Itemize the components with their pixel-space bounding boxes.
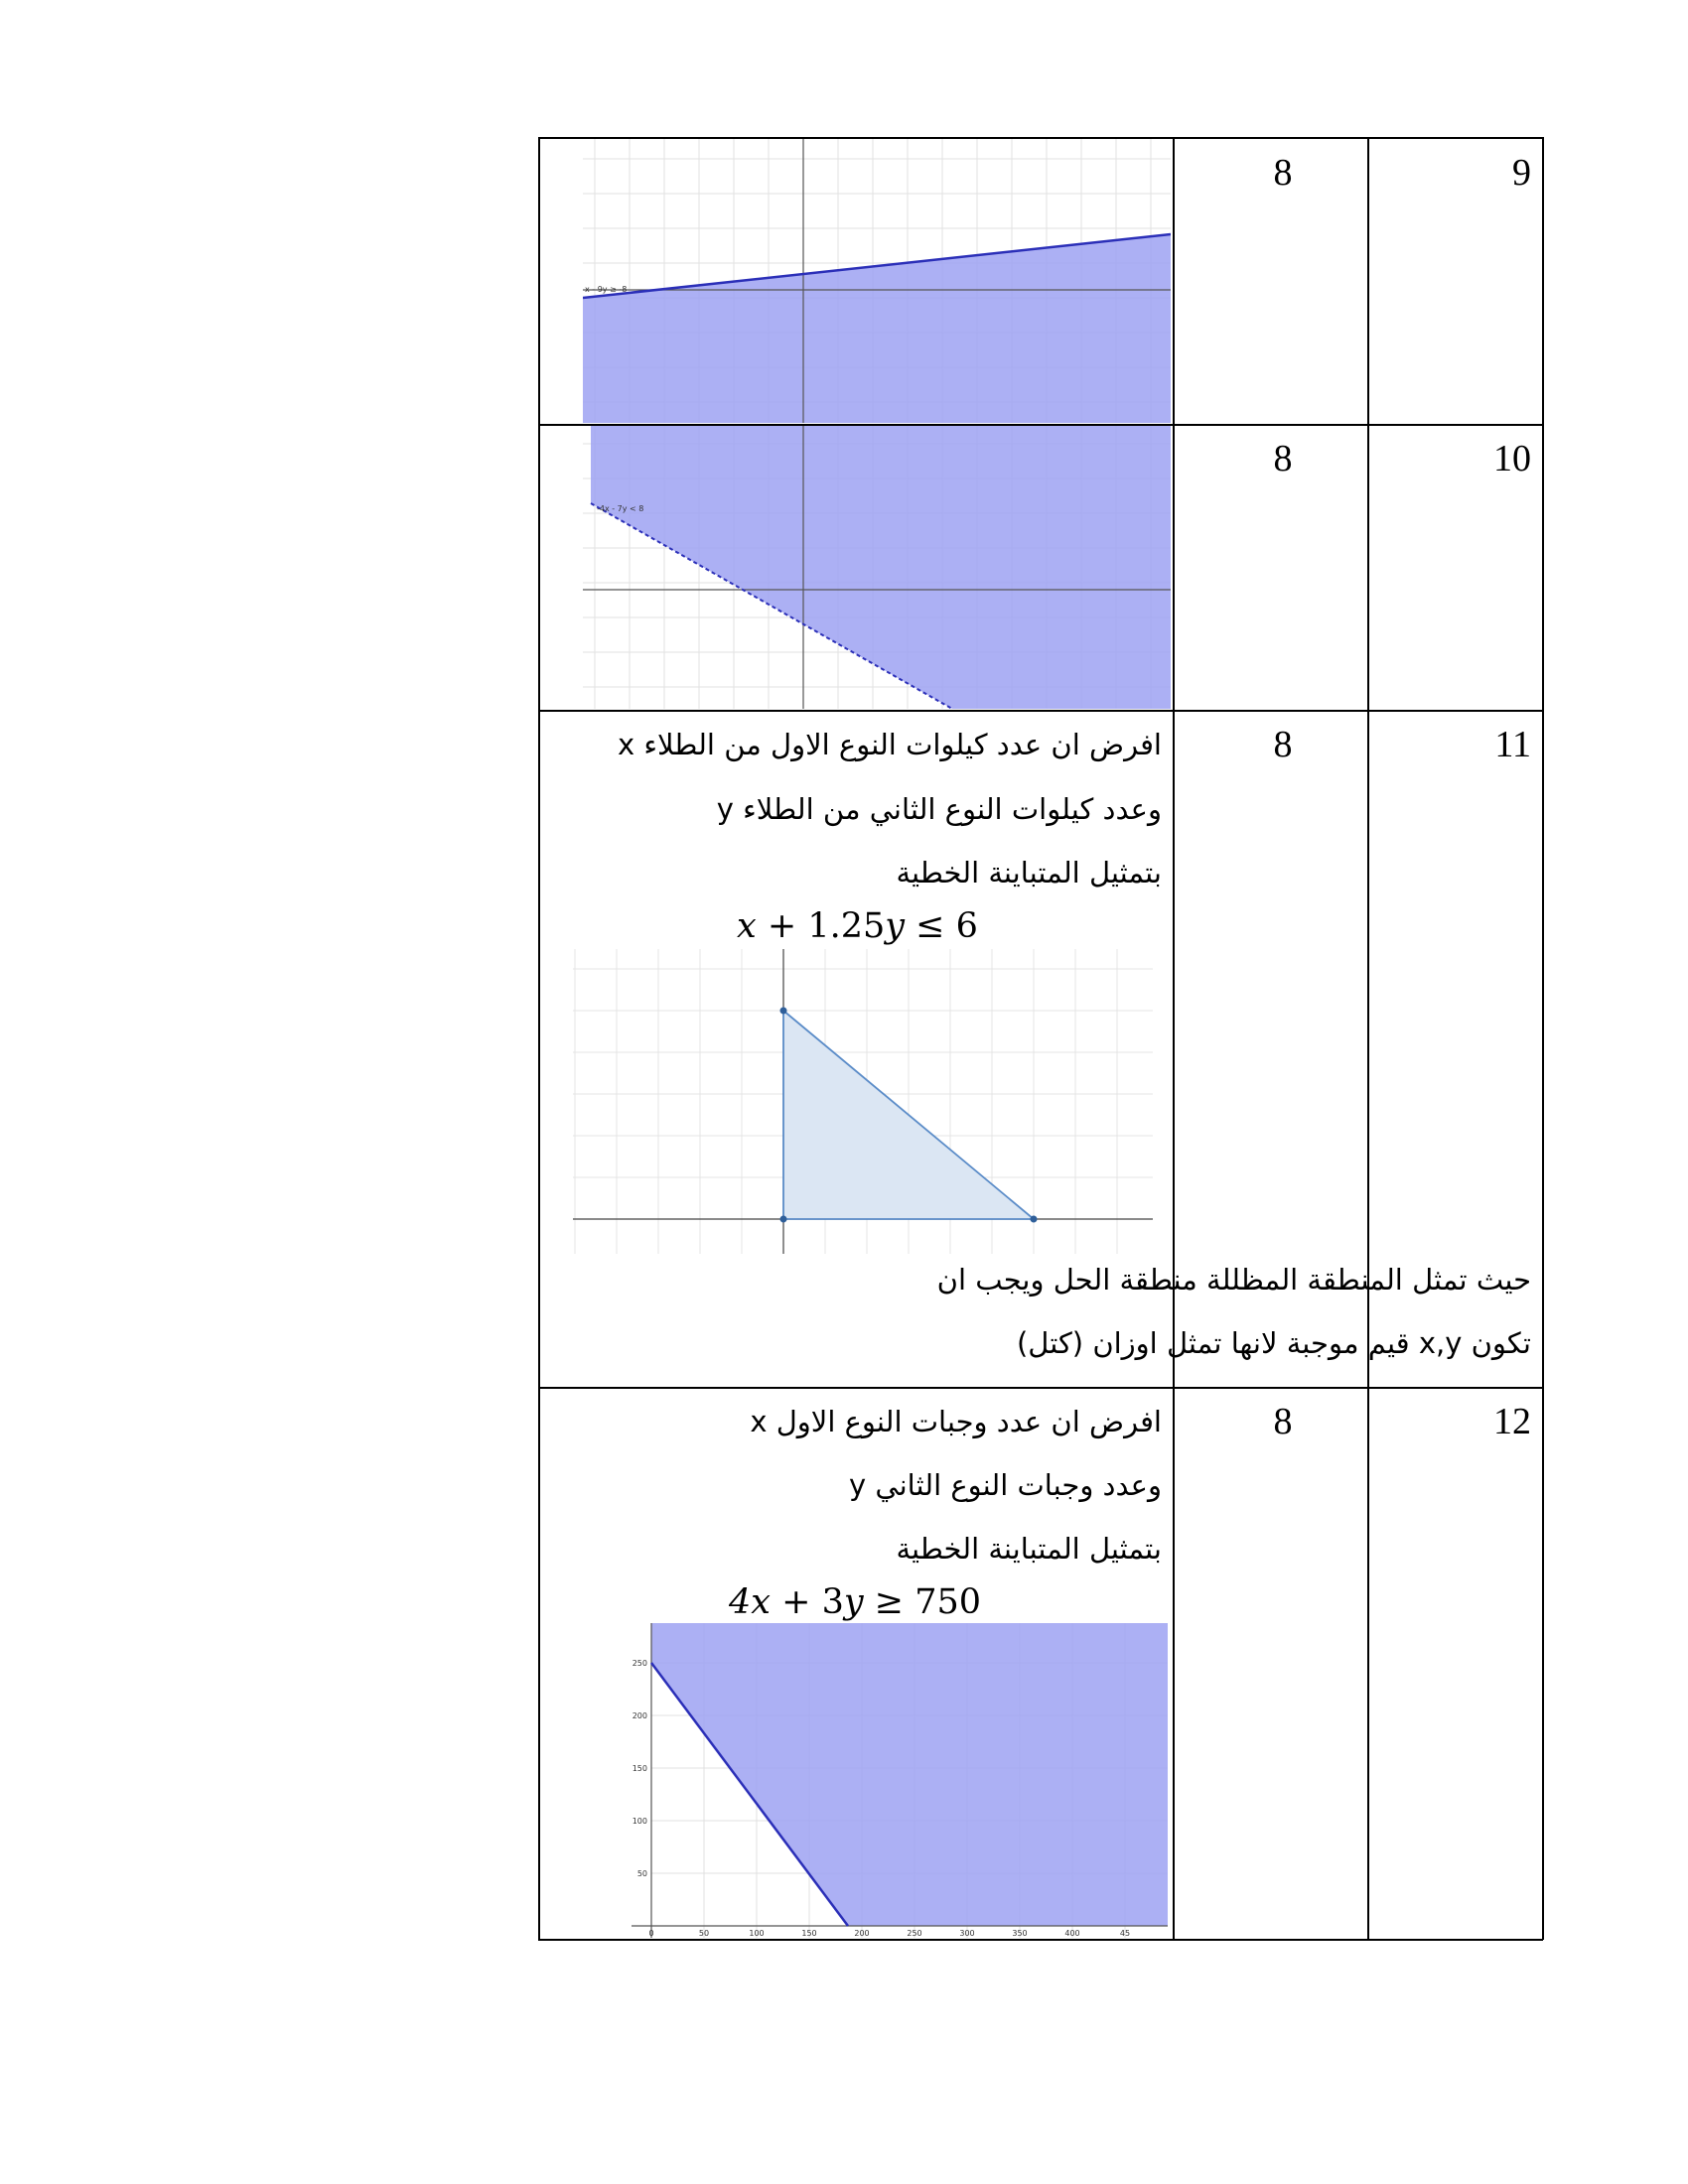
x-tick-label: 350 — [1012, 1929, 1028, 1938]
x-tick-label: 250 — [907, 1929, 922, 1938]
answer-table — [538, 137, 1543, 1940]
line-label: -4x - 7y < 8 — [597, 504, 644, 513]
y-tick-label: 100 — [632, 1817, 647, 1826]
x-tick-label: 400 — [1064, 1929, 1080, 1938]
question-number: 12 — [1493, 1401, 1531, 1442]
x-tick-label: 45 — [1119, 1929, 1131, 1938]
graph-row-11 — [573, 949, 1153, 1254]
graph-row-10 — [583, 426, 1171, 709]
answer-line: وعدد وجبات النوع الثاني y — [849, 1468, 1162, 1502]
vertex-point — [1031, 1216, 1038, 1223]
solution-region — [591, 426, 1171, 709]
x-tick-label: 300 — [959, 1929, 975, 1938]
table-border-left — [538, 137, 540, 1940]
answer-line: افرض ان عدد وجبات النوع الاول x — [750, 1405, 1162, 1438]
x-tick-label: 200 — [854, 1929, 870, 1938]
answer-line: افرض ان عدد كيلوات النوع الاول من الطلاء x — [617, 728, 1162, 761]
question-number: 11 — [1494, 724, 1531, 765]
question-number: 9 — [1512, 152, 1531, 194]
mark-value: 8 — [1273, 724, 1293, 765]
inequality — [737, 906, 978, 946]
vertex-point — [780, 1008, 787, 1015]
column-divider — [1173, 137, 1175, 1940]
y-tick-label: 250 — [632, 1659, 647, 1668]
x-tick-label: 100 — [749, 1929, 765, 1938]
vertex-point — [780, 1216, 787, 1223]
term-4x: 4x — [729, 1582, 772, 1622]
inequality-bound: ≤ 6 — [905, 906, 978, 946]
x-tick-label: 0 — [648, 1929, 654, 1938]
inequality-coefficient: + 3 — [771, 1582, 844, 1622]
question-number: 10 — [1493, 438, 1531, 479]
row-divider — [538, 1387, 1543, 1389]
graph-row-12 — [632, 1623, 1168, 1938]
table-border-bottom — [538, 1939, 1543, 1941]
row-divider — [538, 710, 1543, 712]
answer-line: وعدد كيلوات النوع الثاني من الطلاء y — [716, 792, 1162, 826]
solution-region — [651, 1623, 1168, 1926]
graph-row-9 — [583, 139, 1171, 423]
mark-value: 8 — [1273, 1401, 1293, 1442]
inequality-coefficient: + 1.25 — [756, 906, 886, 946]
answer-line: بتمثيل المتباينة الخطية — [896, 1532, 1162, 1566]
column-divider — [1367, 137, 1369, 1940]
y-tick-label: 200 — [632, 1711, 647, 1720]
answer-line: حيث تمثل المنطقة المظللة منطقة الحل ويجب ان — [936, 1263, 1531, 1297]
inequality-bound: ≥ 750 — [863, 1582, 982, 1622]
inequality — [729, 1582, 981, 1622]
answer-line: تكون x,y قيم موجبة لانها تمثل اوزان (كتل) — [1016, 1326, 1531, 1360]
mark-value: 8 — [1273, 152, 1293, 194]
line-label: x - 9y ≥ -8 — [585, 285, 628, 294]
variable-y: y — [885, 906, 906, 946]
y-tick-label: 50 — [636, 1869, 647, 1878]
variable-y: y — [843, 1582, 864, 1622]
x-tick-label: 50 — [698, 1929, 710, 1938]
variable-x: x — [737, 906, 757, 946]
y-tick-label: 150 — [632, 1764, 647, 1773]
table-border-right — [1542, 137, 1544, 1940]
x-tick-label: 150 — [801, 1929, 817, 1938]
answer-line: بتمثيل المتباينة الخطية — [896, 856, 1162, 889]
mark-value: 8 — [1273, 438, 1293, 479]
